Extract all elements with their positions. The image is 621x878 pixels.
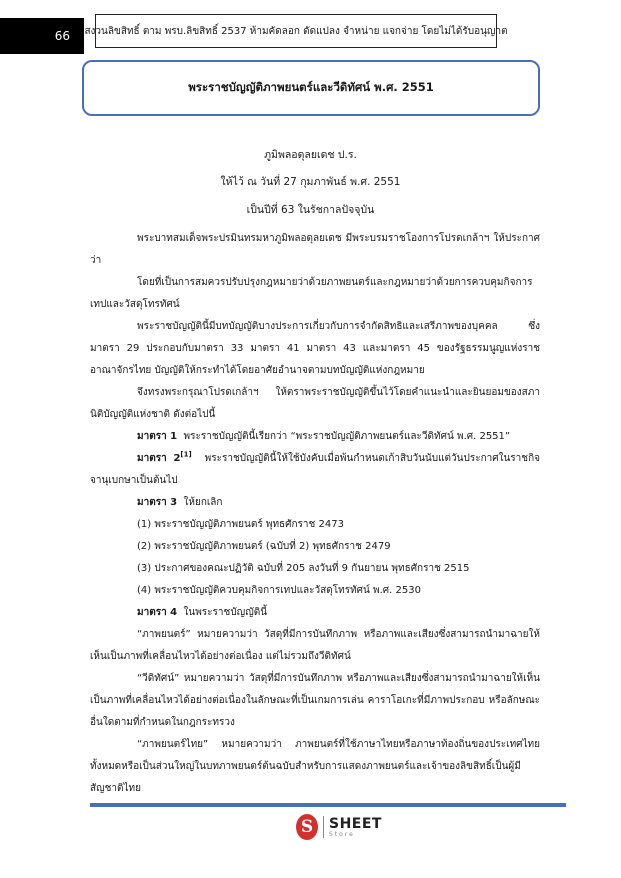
definition-thai-film: “ภาพยนตร์ไทย” หมายความว่า ภาพยนตร์ที่ใช้ภาษาไทยหรือภาษาท้องถิ่นของประเทศไทยทั้งหมดหรือเป็นส่วนใหญ่ในบทภาพยนตร์ต้นฉบับสำหรับการแสดงภาพยนตร์และเจ้าของลิขสิทธิ์เป็นผู้มีสัญชาติไทย xyxy=(90,739,540,794)
section-1 xyxy=(90,426,540,448)
section-1-label: มาตรา 1 xyxy=(137,431,178,442)
section-3 xyxy=(90,492,540,514)
document-title: พระราชบัญญัติภาพยนตร์และวีดิทัศน์ พ.ศ. 2551 xyxy=(82,60,540,116)
reign-year: เป็นปีที่ 63 ในรัชกาลปัจจุบัน xyxy=(246,204,375,216)
sheet-store-logo xyxy=(296,814,382,840)
page-number-tab xyxy=(0,18,84,54)
enactment-paragraph: จึงทรงพระกรุณาโปรดเกล้าฯ ให้ตราพระราชบัญญัติขึ้นไว้โดยคำแนะนำและยินยอมของสภานิติบัญญัติแห่งชาติ ดังต่อไปนี้ xyxy=(90,387,540,420)
repealed-act-item: (1) พระราชบัญญัติภาพยนตร์ พุทธศักราช 2473 xyxy=(137,519,344,530)
section-4-label: มาตรา 4 xyxy=(137,607,178,618)
section-4 xyxy=(90,602,540,624)
footer-rule xyxy=(90,803,566,807)
logo-text xyxy=(329,817,382,838)
enactment-date: ให้ไว้ ณ วันที่ 27 กุมภาพันธ์ พ.ศ. 2551 xyxy=(220,176,401,188)
repealed-act-item: (2) พระราชบัญญัติภาพยนตร์ (ฉบับที่ 2) พุทธศักราช 2479 xyxy=(137,541,391,552)
logo-mark-icon: S xyxy=(296,814,318,840)
section-3-text: ให้ยกเลิก xyxy=(183,497,223,508)
definition-video: “วีดิทัศน์” หมายความว่า วัสดุที่มีการบันทึกภาพ หรือภาพและเสียงซึ่งสามารถนำมาฉายให้เห็นเป็นภาพที่เคลื่อนไหวได้อย่างต่อเนื่องในลักษณะที่เป็นเกมการเล่น คาราโอเกะที่มีภาพประกอบ หรือลักษณะอื่นใดตามที่กำหนดในกฎกระทรวง xyxy=(90,673,540,728)
preamble-paragraph: พระบาทสมเด็จพระปรมินทรมหาภูมิพลอดุลยเดช มีพระบรมราชโองการโปรดเกล้าฯ ให้ประกาศว่า xyxy=(90,233,540,266)
footnote-ref: [1] xyxy=(180,450,192,459)
page-number: 66 xyxy=(54,29,70,43)
copyright-notice: สงวนลิขสิทธิ์ ตาม พรบ.ลิขสิทธิ์ 2537 ห้ามคัดลอก ดัดแปลง จำหน่าย แจกจ่าย โดยไม่ได้รับอนุญาต xyxy=(95,14,497,48)
logo-subtitle: Store xyxy=(329,830,355,838)
section-2-label: มาตรา 2 xyxy=(137,453,181,464)
logo-word: SHEET xyxy=(329,815,382,832)
king-signature: ภูมิพลอดุลยเดช ป.ร. xyxy=(264,149,357,161)
section-3-label: มาตรา 3 xyxy=(137,497,178,508)
section-4-text: ในพระราชบัญญัตินี้ xyxy=(183,607,268,618)
document-body xyxy=(90,228,540,800)
section-2 xyxy=(90,448,540,492)
section-2-text: พระราชบัญญัตินี้ให้ใช้บังคับเมื่อพ้นกำหนดเก้าสิบวันนับแต่วันประกาศในราชกิจจานุเบกษาเป็นต้นไป xyxy=(90,453,540,486)
repealed-act-item: (3) ประกาศของคณะปฏิวัติ ฉบับที่ 205 ลงวันที่ 9 กันยายน พุทธศักราช 2515 xyxy=(137,563,470,574)
logo-divider xyxy=(323,816,324,838)
definition-film: “ภาพยนตร์” หมายความว่า วัสดุที่มีการบันทึกภาพ หรือภาพและเสียงซึ่งสามารถนำมาฉายให้เห็นเป็นภาพที่เคลื่อนไหวได้อย่างต่อเนื่อง แต่ไม่รวมถึงวีดิทัศน์ xyxy=(90,629,540,662)
rights-paragraph: พระราชบัญญัตินี้มีบทบัญญัติบางประการเกี่ยวกับการจำกัดสิทธิและเสรีภาพของบุคคล ซึ่งมาตรา 29 ประกอบกับมาตรา 33 มาตรา 41 มาตรา 43 และมาตรา 45 ของรัฐธรรมนูญแห่งราชอาณาจักรไทย บัญญัติให้กระทำได้โดยอาศัยอำนาจตามบทบัญญัติแห่งกฎหมาย xyxy=(90,321,540,376)
section-1-text: พระราชบัญญัตินี้เรียกว่า “พระราชบัญญัติภาพยนตร์และวีดิทัศน์ พ.ศ. 2551” xyxy=(183,431,511,442)
repealed-act-item: (4) พระราชบัญญัติควบคุมกิจการเทปและวัสดุโทรทัศน์ พ.ศ. 2530 xyxy=(137,585,421,596)
reason-paragraph: โดยที่เป็นการสมควรปรับปรุงกฎหมายว่าด้วยภาพยนตร์และกฎหมายว่าด้วยการควบคุมกิจการเทปและวัสดุโทรทัศน์ xyxy=(90,277,533,310)
